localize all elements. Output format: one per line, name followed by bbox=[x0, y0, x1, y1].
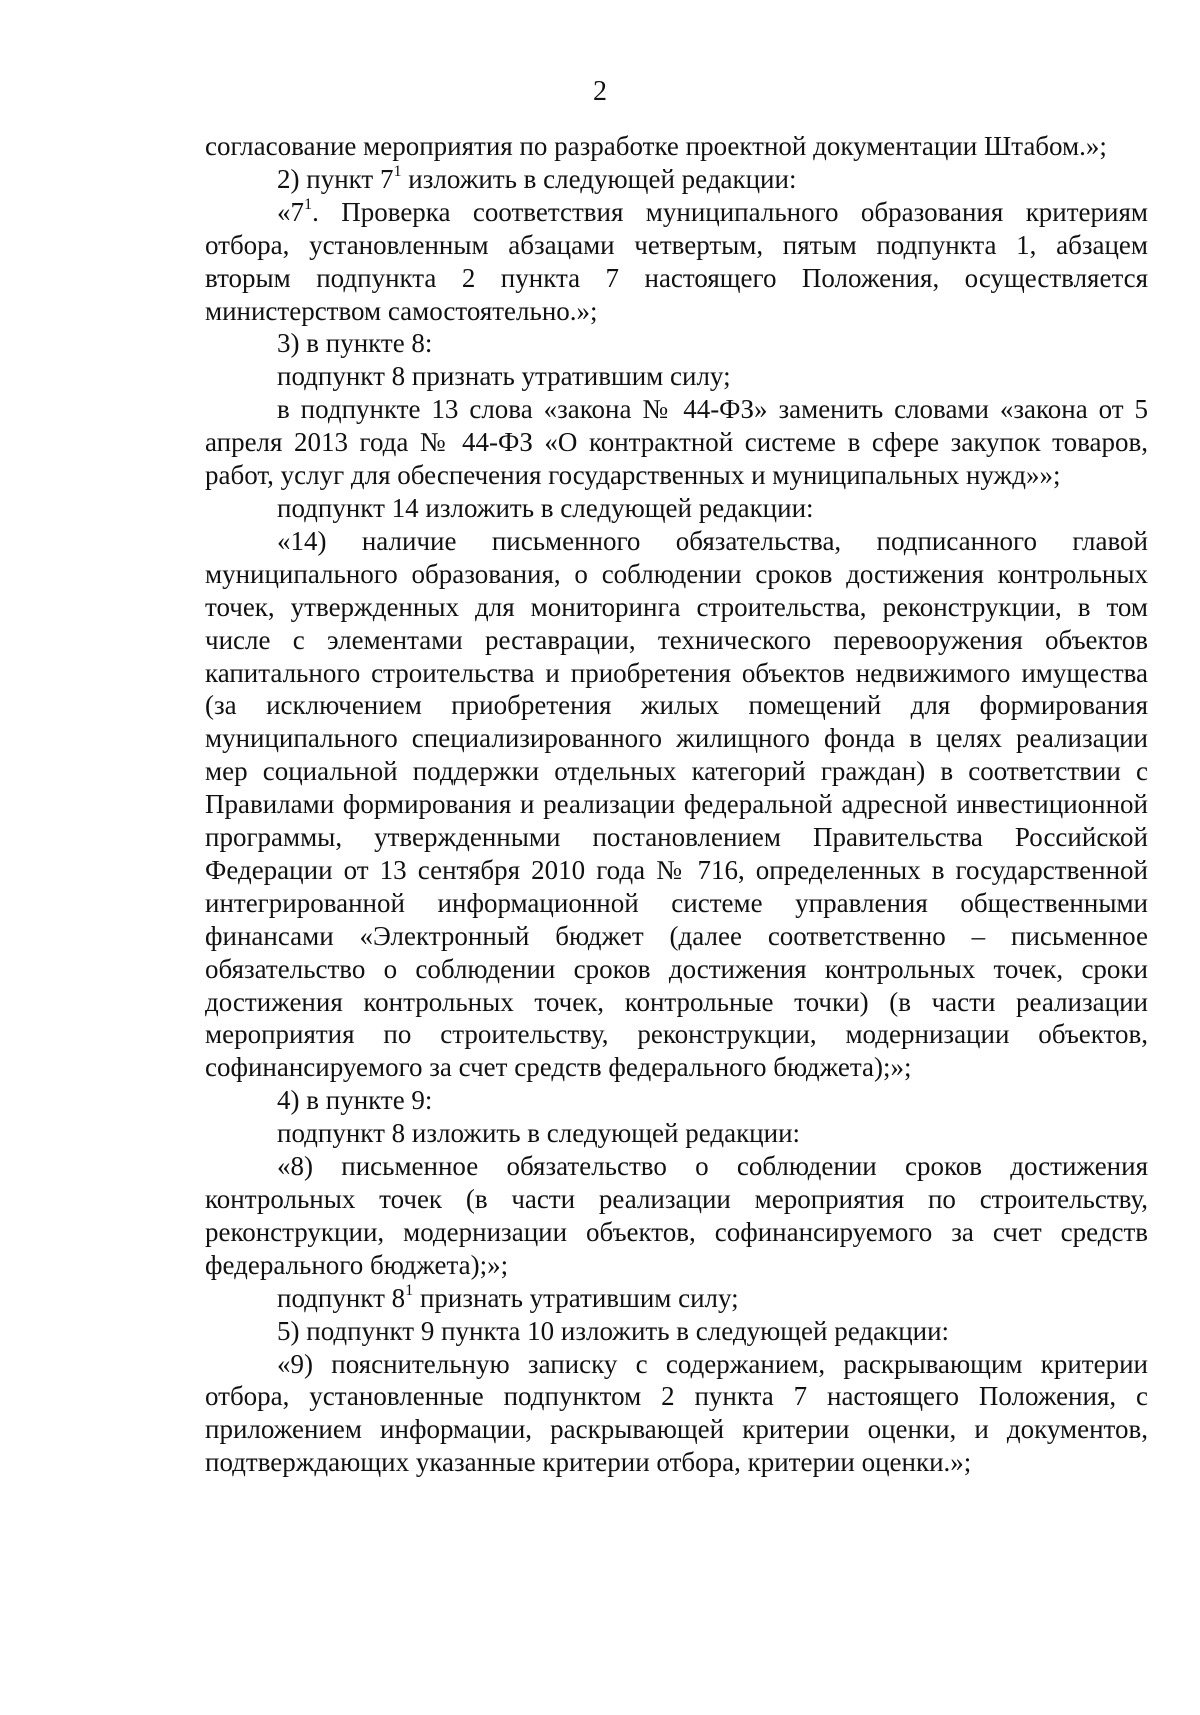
page-number: 2 bbox=[593, 76, 607, 107]
paragraph-8: «14) наличие письменного обязательства, подписанного главой муниципального образования, о соблюдении сроков достижения контрольных точек, утвержденных для мониторинга строительства, реконструкции, в том числе с элементами реставрации, технического перевооружения объектов капитального строительства и приобретения объектов недвижимого имущества (за исключением приобретения жилых помещений для формирования муниципального специализированного жилищного фонда в целях реализации мер социальной поддержки отдельных категорий граждан) в соответствии с Правилами формирования и реализации федеральной адресной инвестиционной программы, утвержденными постановлением Правительства Российской Федерации от 13 сентября 2010 года № 716, определенных в государственной интегрированной информационной системе управления общественными финансами «Электронный бюджет (далее соответственно – письменное обязательство о соблюдении сроков достижения контрольных точек, сроки достижения контрольных точек, контрольные точки) (в части реализации мероприятия по строительству, реконструкции, модернизации объектов, софинансируемого за счет средств федерального бюджета);»; bbox=[205, 525, 1148, 1083]
superscript: 1 bbox=[393, 161, 402, 180]
paragraph-11: «8) письменное обязательство о соблюдении сроков достижения контрольных точек (в части реализации мероприятия по строительству, реконструкции, модернизации объектов, софинансируемого за счет средств федерального бюджета);»; bbox=[205, 1151, 1148, 1280]
paragraph-9: 4) в пункте 9: bbox=[277, 1085, 433, 1116]
paragraph-2: 2) пункт $7^1$ изложить в следующей редакции: bbox=[277, 161, 797, 194]
paragraph-12: подпункт $8^1$ признать утратившим силу; bbox=[277, 1280, 739, 1313]
superscript: 1 bbox=[304, 194, 313, 213]
paragraph-10: подпункт 8 изложить в следующей редакции: bbox=[277, 1118, 801, 1149]
paragraph-4: 3) в пункте 8: bbox=[277, 328, 433, 359]
paragraph-6: в подпункте 13 слова «закона № 44-ФЗ» заменить словами «закона от 5 апреля 2013 года № 44-ФЗ «О контрактной системе в сфере закупок товаров, работ, услуг для обеспечения государственных и муниципальных нужд»»; bbox=[205, 394, 1148, 491]
paragraph-1: согласование мероприятия по разработке проектной документации Штабом.»; bbox=[205, 131, 1107, 161]
paragraph-7: подпункт 14 изложить в следующей редакции: bbox=[277, 492, 814, 523]
paragraph-5: подпункт 8 признать утратившим силу; bbox=[277, 361, 731, 392]
paragraph-14: «9) пояснительную записку с содержанием, раскрывающим критерии отбора, установленные подпунктом 2 пункта 7 настоящего Положения, с приложением информации, раскрывающей критерии оценки, и документов, подтверждающих указанные критерии отбора, критерии оценки.»; bbox=[205, 1348, 1148, 1478]
paragraph-13: 5) подпункт 9 пункта 10 изложить в следующей редакции: bbox=[277, 1315, 950, 1346]
superscript: 1 bbox=[405, 1280, 414, 1299]
document-body bbox=[205, 130, 1148, 1479]
paragraph-3: «$7^1$. Проверка соответствия муниципального образования критериям отбора, установленным абзацами четвертым, пятым подпункта 1, абзацем вторым подпункта 2 пункта 7 настоящего Положения, осуществляется министерством самостоятельно.»; bbox=[205, 194, 1148, 326]
